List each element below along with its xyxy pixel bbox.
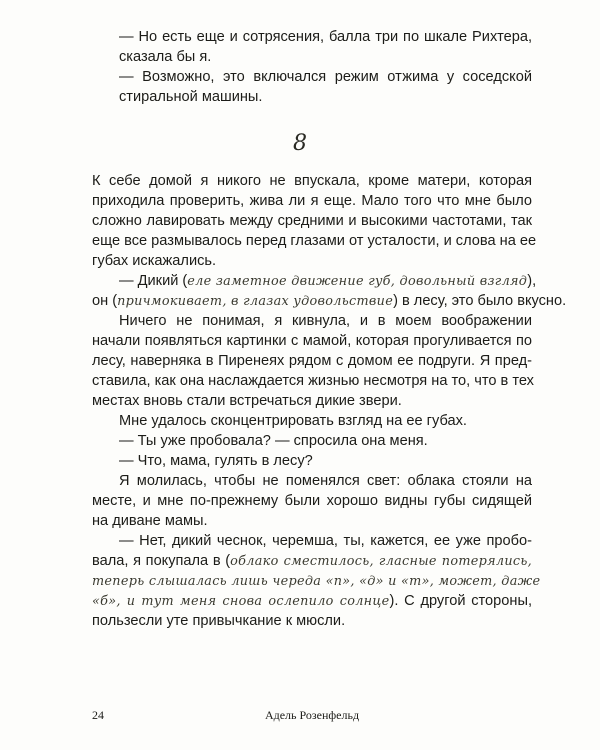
text-run: Ничего не понимая, я кивнула, и в моем воображении <box>119 313 532 329</box>
text-run: еще все размывалось перед глазами от усталости, и слова на ее <box>92 233 537 249</box>
text-line <box>92 211 532 231</box>
running-author: Адель Розенфельд <box>264 708 360 722</box>
text-line <box>92 591 532 611</box>
text-run: пользесли уте привычкание к мюсли. <box>92 613 346 629</box>
text-line <box>92 271 537 291</box>
text-line <box>92 231 537 251</box>
text-run: месте, и мне по-прежнему были хорошо видны губы сидящей <box>92 493 532 509</box>
text-line <box>92 191 532 211</box>
text-run: приходила проверить, жива ли я еще. Мало того что мне было <box>92 193 532 209</box>
stage-direction: облако сместилось, гласные потерялись, <box>230 554 532 569</box>
text-line <box>92 411 532 431</box>
text-run: сложно лавировать между средними и высокими частотами, так <box>92 213 532 229</box>
text-line <box>92 331 532 351</box>
text-line <box>92 511 532 531</box>
text-run: ). С другой стороны, <box>389 593 533 609</box>
text-line <box>92 531 532 551</box>
text-run: лесу, наверняка в Пиренеях рядом с домом ее подруги. Я пред- <box>92 353 532 369</box>
text-run: К себе домой я никого не впускала, кроме матери, которая <box>92 173 532 189</box>
text-line <box>92 371 532 391</box>
text-line: — Но есть еще и сотрясения, балла три по шкале Рихтера, <box>119 29 532 45</box>
text-run: Я молилась, чтобы не поменялся свет: облака стояли на <box>119 473 532 489</box>
text-line <box>92 471 532 491</box>
text-line <box>92 491 532 511</box>
text-run: губах искажались. <box>92 253 217 269</box>
chapter-number: 8 <box>293 131 307 156</box>
text-run: начали появляться картинки с мамой, которая прогуливается по <box>92 333 532 349</box>
text-line <box>92 251 532 271</box>
text-line <box>92 551 532 571</box>
text-line: стиральной машины. <box>119 89 263 105</box>
page-footer <box>92 708 532 726</box>
dialogue-block <box>92 27 532 107</box>
stage-direction: «б», и тут меня снова ослепило солнце <box>92 594 390 609</box>
text-run: — Нет, дикий чеснок, черемша, ты, кажется, ее уже пробо- <box>119 533 532 549</box>
chapter-body <box>92 171 567 631</box>
text-line <box>92 571 541 591</box>
text-line: сказала бы я. <box>119 49 212 65</box>
text-line <box>92 611 532 631</box>
stage-direction: теперь слышалась лишь череда «п», «д» и «т», может, даже <box>92 574 541 589</box>
stage-direction: еле заметное движение губ, довольный взгляд <box>187 274 528 289</box>
text-line <box>92 351 532 371</box>
text-run: ) в лесу, это было вкусно. <box>393 293 567 309</box>
text-run: ставила, как она наслаждается жизнью несмотря на то, что в тех <box>92 373 534 389</box>
text-run: — Дикий ( <box>119 273 188 289</box>
text-line: — Возможно, это включался режим отжима у соседской <box>119 69 532 85</box>
text-run: местах вновь стали встречаться дикие звери. <box>92 393 402 409</box>
stage-direction: причмокивает, в глазах удовольствие <box>117 294 394 309</box>
text-line <box>92 431 532 451</box>
text-run: вала, я покупала в ( <box>92 553 231 569</box>
text-line <box>92 391 532 411</box>
text-line <box>92 451 532 471</box>
text-line <box>92 291 567 311</box>
text-run: на диване мамы. <box>92 513 208 529</box>
page-number: 24 <box>92 708 104 722</box>
text-run: он ( <box>92 293 118 309</box>
text-line <box>92 171 532 191</box>
text-run: ), <box>527 273 537 289</box>
text-run: Мне удалось сконцентрировать взгляд на ее губах. <box>119 413 467 429</box>
text-run: — Что, мама, гулять в лесу? <box>119 453 313 469</box>
text-line <box>92 311 532 331</box>
text-run: — Ты уже пробовала? — спросила она меня. <box>119 433 428 449</box>
